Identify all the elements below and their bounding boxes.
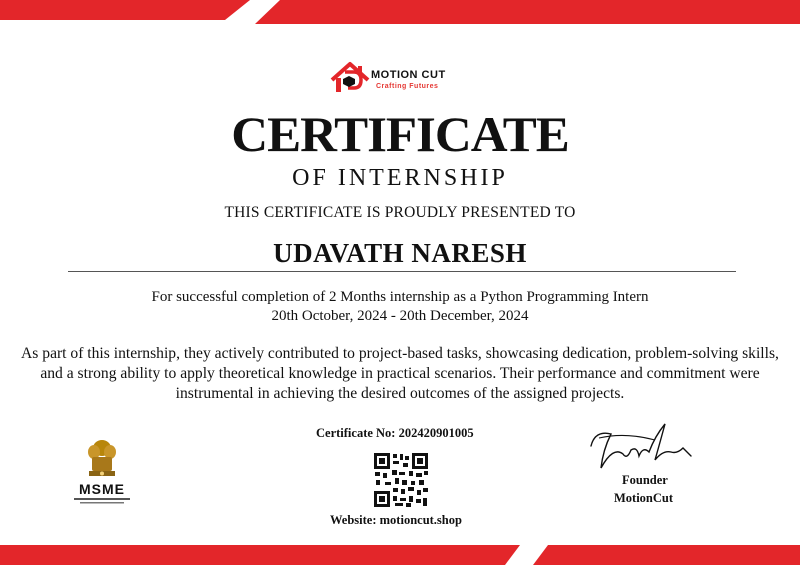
motion-cut-logo xyxy=(328,58,468,98)
founder-signature xyxy=(585,416,695,474)
brand-tagline: Crafting Futures xyxy=(376,83,439,90)
brand-name: MOTION CUT xyxy=(371,69,446,81)
founder-organization: MotionCut xyxy=(614,491,674,505)
presented-line: THIS CERTIFICATE IS PROUDLY PRESENTED TO xyxy=(224,204,576,221)
national-emblem-icon xyxy=(70,436,134,508)
top-decorative-band xyxy=(0,0,800,24)
qr-code-icon xyxy=(373,452,429,508)
internship-period: 20th October, 2024 - 20th December, 2024 xyxy=(271,308,529,324)
certificate-title: CERTIFICATE xyxy=(231,106,569,162)
msme-logo-text: MSME xyxy=(79,481,125,497)
certificate-description: As part of this internship, they actively contributed to project-based tasks, showcasing dedication, problem-solving skills, and a strong ability to apply theoretical knowledge in practical scenarios. Their performance and commitment were instrumental in achieving the desired outcomes of the assigned projects. xyxy=(21,345,779,402)
bottom-decorative-band xyxy=(0,541,800,565)
motion-cut-logo-icon xyxy=(328,58,372,98)
certificate-number: Certificate No: 202420901005 xyxy=(316,426,474,440)
name-underline xyxy=(68,271,736,272)
qr-code xyxy=(373,452,429,508)
website-link: Website: motioncut.shop xyxy=(330,513,462,527)
certificate-subtitle: OF INTERNSHIP xyxy=(292,165,508,191)
founder-role: Founder xyxy=(622,473,668,487)
completion-line: For successful completion of 2 Months internship as a Python Programming Intern xyxy=(151,289,649,305)
recipient-name: UDAVATH NARESH xyxy=(273,238,527,268)
msme-emblem xyxy=(70,436,134,508)
